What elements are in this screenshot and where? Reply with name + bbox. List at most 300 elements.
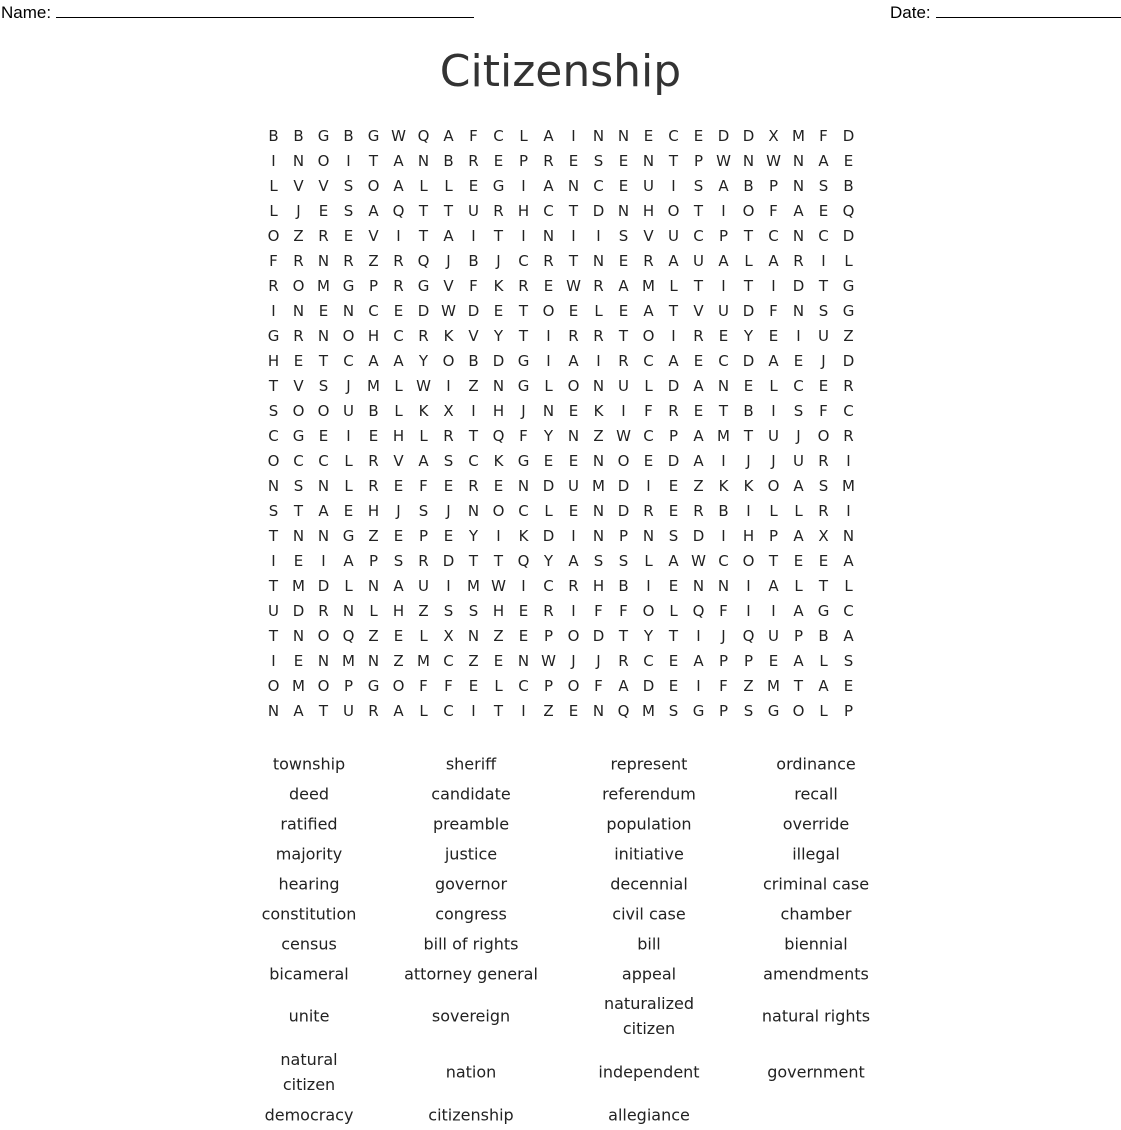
grid-letter[interactable]: G bbox=[692, 702, 705, 720]
grid-letter[interactable]: G bbox=[842, 277, 855, 295]
grid-letter[interactable]: A bbox=[793, 477, 804, 495]
grid-letter[interactable]: I bbox=[746, 502, 751, 520]
grid-letter[interactable]: W bbox=[416, 377, 431, 395]
grid-letter[interactable]: S bbox=[593, 552, 604, 570]
grid-letter[interactable]: H bbox=[367, 502, 380, 520]
grid-letter[interactable]: I bbox=[546, 352, 551, 370]
grid-letter[interactable]: A bbox=[668, 352, 679, 370]
grid-letter[interactable]: A bbox=[693, 427, 704, 445]
grid-letter[interactable]: D bbox=[642, 677, 655, 695]
grid-letter[interactable]: Q bbox=[417, 127, 430, 145]
grid-letter[interactable]: C bbox=[468, 452, 479, 470]
grid-letter[interactable]: T bbox=[318, 352, 329, 370]
grid-letter[interactable]: T bbox=[743, 277, 754, 295]
grid-letter[interactable]: H bbox=[392, 427, 405, 445]
grid-letter[interactable]: O bbox=[492, 502, 505, 520]
grid-letter[interactable]: S bbox=[618, 552, 629, 570]
grid-letter[interactable]: C bbox=[843, 602, 854, 620]
grid-letter[interactable]: N bbox=[292, 527, 305, 545]
grid-letter[interactable]: R bbox=[468, 152, 479, 170]
grid-letter[interactable]: L bbox=[644, 377, 653, 395]
grid-letter[interactable]: E bbox=[318, 202, 329, 220]
grid-letter[interactable]: C bbox=[543, 202, 554, 220]
grid-letter[interactable]: I bbox=[771, 277, 776, 295]
grid-letter[interactable]: T bbox=[568, 252, 579, 270]
grid-letter[interactable]: J bbox=[746, 452, 751, 470]
grid-letter[interactable]: G bbox=[342, 277, 355, 295]
grid-letter[interactable]: A bbox=[393, 152, 404, 170]
grid-letter[interactable]: I bbox=[596, 227, 601, 245]
grid-letter[interactable]: U bbox=[643, 177, 654, 195]
grid-letter[interactable]: S bbox=[843, 652, 854, 670]
grid-letter[interactable]: C bbox=[318, 452, 329, 470]
grid-letter[interactable]: S bbox=[743, 702, 754, 720]
grid-letter[interactable]: O bbox=[642, 327, 655, 345]
grid-letter[interactable]: D bbox=[592, 627, 605, 645]
grid-letter[interactable]: E bbox=[793, 552, 804, 570]
grid-letter[interactable]: I bbox=[571, 527, 576, 545]
grid-letter[interactable]: R bbox=[268, 277, 279, 295]
grid-letter[interactable]: J bbox=[346, 377, 351, 395]
grid-letter[interactable]: X bbox=[443, 627, 454, 645]
grid-letter[interactable]: A bbox=[368, 202, 379, 220]
grid-letter[interactable]: P bbox=[693, 152, 704, 170]
grid-letter[interactable]: E bbox=[518, 602, 529, 620]
grid-letter[interactable]: P bbox=[843, 702, 854, 720]
grid-letter[interactable]: N bbox=[542, 227, 555, 245]
grid-letter[interactable]: A bbox=[768, 577, 779, 595]
grid-letter[interactable]: M bbox=[792, 127, 805, 145]
grid-letter[interactable]: L bbox=[769, 377, 778, 395]
grid-letter[interactable]: B bbox=[468, 352, 479, 370]
grid-letter[interactable]: S bbox=[393, 552, 404, 570]
grid-letter[interactable]: R bbox=[568, 327, 579, 345]
grid-letter[interactable]: U bbox=[568, 477, 579, 495]
grid-letter[interactable]: E bbox=[493, 152, 504, 170]
grid-letter[interactable]: L bbox=[444, 177, 453, 195]
grid-letter[interactable]: N bbox=[792, 152, 805, 170]
grid-letter[interactable]: O bbox=[317, 152, 330, 170]
grid-letter[interactable]: E bbox=[618, 252, 629, 270]
grid-letter[interactable]: Q bbox=[742, 627, 755, 645]
grid-letter[interactable]: I bbox=[521, 227, 526, 245]
grid-letter[interactable]: J bbox=[596, 652, 601, 670]
grid-letter[interactable]: E bbox=[293, 652, 304, 670]
grid-letter[interactable]: A bbox=[293, 702, 304, 720]
grid-letter[interactable]: R bbox=[543, 152, 554, 170]
grid-letter[interactable]: L bbox=[819, 702, 828, 720]
grid-letter[interactable]: B bbox=[368, 402, 379, 420]
grid-letter[interactable]: F bbox=[769, 202, 778, 220]
grid-letter[interactable]: O bbox=[567, 377, 580, 395]
grid-letter[interactable]: T bbox=[693, 277, 704, 295]
grid-letter[interactable]: W bbox=[766, 152, 781, 170]
grid-letter[interactable]: R bbox=[618, 352, 629, 370]
grid-letter[interactable]: Q bbox=[392, 202, 405, 220]
grid-letter[interactable]: L bbox=[494, 677, 503, 695]
grid-letter[interactable]: K bbox=[743, 477, 754, 495]
grid-letter[interactable]: S bbox=[818, 302, 829, 320]
grid-letter[interactable]: P bbox=[368, 552, 379, 570]
grid-letter[interactable]: N bbox=[317, 477, 330, 495]
grid-letter[interactable]: I bbox=[521, 577, 526, 595]
grid-letter[interactable]: P bbox=[743, 652, 754, 670]
grid-letter[interactable]: R bbox=[693, 327, 704, 345]
grid-letter[interactable]: E bbox=[493, 652, 504, 670]
grid-letter[interactable]: T bbox=[743, 227, 754, 245]
grid-letter[interactable]: E bbox=[543, 277, 554, 295]
grid-letter[interactable]: M bbox=[642, 702, 655, 720]
grid-letter[interactable]: I bbox=[771, 602, 776, 620]
grid-letter[interactable]: M bbox=[317, 277, 330, 295]
grid-letter[interactable]: D bbox=[417, 302, 430, 320]
grid-letter[interactable]: I bbox=[721, 277, 726, 295]
grid-letter[interactable]: F bbox=[769, 302, 778, 320]
grid-letter[interactable]: N bbox=[492, 377, 505, 395]
grid-letter[interactable]: N bbox=[592, 527, 605, 545]
grid-letter[interactable]: Q bbox=[417, 252, 430, 270]
grid-letter[interactable]: X bbox=[818, 527, 829, 545]
grid-letter[interactable]: U bbox=[343, 702, 354, 720]
grid-letter[interactable]: V bbox=[368, 227, 379, 245]
grid-letter[interactable]: A bbox=[843, 552, 854, 570]
grid-letter[interactable]: J bbox=[296, 202, 301, 220]
grid-letter[interactable]: Q bbox=[692, 602, 705, 620]
grid-letter[interactable]: I bbox=[596, 352, 601, 370]
grid-letter[interactable]: C bbox=[518, 502, 529, 520]
grid-letter[interactable]: R bbox=[393, 252, 404, 270]
grid-letter[interactable]: I bbox=[771, 402, 776, 420]
grid-letter[interactable]: L bbox=[844, 252, 853, 270]
grid-letter[interactable]: B bbox=[343, 127, 354, 145]
grid-letter[interactable]: S bbox=[268, 502, 279, 520]
grid-letter[interactable]: E bbox=[393, 302, 404, 320]
grid-letter[interactable]: Z bbox=[743, 677, 754, 695]
grid-letter[interactable]: A bbox=[793, 527, 804, 545]
grid-letter[interactable]: S bbox=[418, 502, 429, 520]
grid-letter[interactable]: I bbox=[846, 502, 851, 520]
grid-letter[interactable]: I bbox=[671, 327, 676, 345]
grid-letter[interactable]: G bbox=[817, 602, 830, 620]
grid-letter[interactable]: P bbox=[768, 527, 779, 545]
grid-letter[interactable]: Q bbox=[492, 427, 505, 445]
grid-letter[interactable]: A bbox=[793, 202, 804, 220]
grid-letter[interactable]: D bbox=[842, 127, 855, 145]
grid-letter[interactable]: R bbox=[568, 577, 579, 595]
grid-letter[interactable]: H bbox=[742, 527, 755, 545]
grid-letter[interactable]: A bbox=[568, 552, 579, 570]
grid-letter[interactable]: I bbox=[521, 177, 526, 195]
grid-letter[interactable]: I bbox=[396, 227, 401, 245]
grid-letter[interactable]: S bbox=[693, 177, 704, 195]
grid-letter[interactable]: E bbox=[393, 627, 404, 645]
grid-letter[interactable]: A bbox=[618, 277, 629, 295]
grid-letter[interactable]: Q bbox=[842, 202, 855, 220]
grid-letter[interactable]: O bbox=[767, 477, 780, 495]
grid-letter[interactable]: S bbox=[668, 702, 679, 720]
grid-letter[interactable]: U bbox=[768, 427, 779, 445]
grid-letter[interactable]: K bbox=[493, 277, 504, 295]
grid-letter[interactable]: P bbox=[793, 627, 804, 645]
grid-letter[interactable]: H bbox=[592, 577, 605, 595]
grid-letter[interactable]: I bbox=[471, 702, 476, 720]
grid-letter[interactable]: O bbox=[742, 552, 755, 570]
grid-letter[interactable]: E bbox=[843, 152, 854, 170]
grid-letter[interactable]: H bbox=[492, 402, 505, 420]
grid-letter[interactable]: F bbox=[644, 402, 653, 420]
grid-letter[interactable]: E bbox=[318, 427, 329, 445]
grid-letter[interactable]: C bbox=[793, 377, 804, 395]
grid-letter[interactable]: K bbox=[718, 477, 729, 495]
grid-letter[interactable]: O bbox=[267, 677, 280, 695]
grid-letter[interactable]: N bbox=[717, 377, 730, 395]
grid-letter[interactable]: G bbox=[292, 427, 305, 445]
grid-letter[interactable]: N bbox=[317, 252, 330, 270]
grid-letter[interactable]: Z bbox=[543, 702, 554, 720]
grid-letter[interactable]: L bbox=[394, 377, 403, 395]
grid-letter[interactable]: W bbox=[566, 277, 581, 295]
grid-letter[interactable]: I bbox=[721, 452, 726, 470]
grid-letter[interactable]: L bbox=[419, 627, 428, 645]
grid-letter[interactable]: E bbox=[818, 552, 829, 570]
grid-letter[interactable]: E bbox=[493, 302, 504, 320]
grid-letter[interactable]: E bbox=[443, 477, 454, 495]
grid-letter[interactable]: E bbox=[318, 302, 329, 320]
grid-letter[interactable]: E bbox=[843, 677, 854, 695]
grid-letter[interactable]: U bbox=[693, 252, 704, 270]
grid-letter[interactable]: T bbox=[768, 552, 779, 570]
grid-letter[interactable]: I bbox=[571, 227, 576, 245]
grid-letter[interactable]: J bbox=[496, 252, 501, 270]
grid-letter[interactable]: I bbox=[496, 527, 501, 545]
grid-letter[interactable]: E bbox=[393, 527, 404, 545]
grid-letter[interactable]: T bbox=[268, 577, 279, 595]
grid-letter[interactable]: B bbox=[743, 177, 754, 195]
grid-letter[interactable]: T bbox=[318, 702, 329, 720]
grid-letter[interactable]: E bbox=[568, 402, 579, 420]
grid-letter[interactable]: I bbox=[446, 377, 451, 395]
grid-letter[interactable]: G bbox=[517, 352, 530, 370]
grid-letter[interactable]: Z bbox=[293, 227, 304, 245]
grid-letter[interactable]: M bbox=[592, 477, 605, 495]
grid-letter[interactable]: R bbox=[543, 252, 554, 270]
grid-letter[interactable]: F bbox=[469, 127, 478, 145]
grid-letter[interactable]: J bbox=[396, 502, 401, 520]
grid-letter[interactable]: I bbox=[271, 552, 276, 570]
grid-letter[interactable]: Y bbox=[493, 327, 504, 345]
grid-letter[interactable]: A bbox=[618, 677, 629, 695]
grid-letter[interactable]: P bbox=[368, 277, 379, 295]
grid-letter[interactable]: S bbox=[443, 602, 454, 620]
grid-letter[interactable]: L bbox=[744, 252, 753, 270]
grid-letter[interactable]: E bbox=[693, 402, 704, 420]
grid-letter[interactable]: D bbox=[467, 302, 480, 320]
grid-letter[interactable]: F bbox=[819, 402, 828, 420]
grid-letter[interactable]: U bbox=[718, 302, 729, 320]
grid-letter[interactable]: A bbox=[393, 702, 404, 720]
grid-letter[interactable]: S bbox=[618, 227, 629, 245]
grid-letter[interactable]: E bbox=[643, 127, 654, 145]
grid-letter[interactable]: Z bbox=[593, 427, 604, 445]
grid-letter[interactable]: T bbox=[268, 627, 279, 645]
grid-letter[interactable]: N bbox=[567, 177, 580, 195]
grid-letter[interactable]: Y bbox=[743, 327, 754, 345]
grid-letter[interactable]: T bbox=[668, 302, 679, 320]
grid-letter[interactable]: N bbox=[842, 527, 855, 545]
grid-letter[interactable]: G bbox=[367, 127, 380, 145]
grid-letter[interactable]: B bbox=[443, 152, 454, 170]
grid-letter[interactable]: E bbox=[718, 327, 729, 345]
grid-letter[interactable]: I bbox=[471, 402, 476, 420]
grid-letter[interactable]: E bbox=[643, 452, 654, 470]
grid-letter[interactable]: R bbox=[618, 652, 629, 670]
grid-letter[interactable]: R bbox=[693, 502, 704, 520]
grid-letter[interactable]: E bbox=[568, 452, 579, 470]
grid-letter[interactable]: C bbox=[493, 127, 504, 145]
grid-letter[interactable]: S bbox=[318, 377, 329, 395]
grid-letter[interactable]: H bbox=[267, 352, 280, 370]
grid-letter[interactable]: C bbox=[518, 252, 529, 270]
grid-letter[interactable]: P bbox=[668, 427, 679, 445]
grid-letter[interactable]: L bbox=[344, 452, 353, 470]
grid-letter[interactable]: R bbox=[293, 327, 304, 345]
grid-letter[interactable]: I bbox=[571, 602, 576, 620]
grid-letter[interactable]: O bbox=[317, 627, 330, 645]
grid-letter[interactable]: L bbox=[669, 602, 678, 620]
grid-letter[interactable]: Z bbox=[468, 377, 479, 395]
grid-letter[interactable]: N bbox=[792, 227, 805, 245]
grid-letter[interactable]: C bbox=[268, 427, 279, 445]
grid-letter[interactable]: M bbox=[292, 677, 305, 695]
grid-letter[interactable]: Z bbox=[393, 652, 404, 670]
grid-letter[interactable]: F bbox=[619, 602, 628, 620]
grid-letter[interactable]: C bbox=[343, 352, 354, 370]
grid-letter[interactable]: S bbox=[343, 202, 354, 220]
grid-letter[interactable]: E bbox=[568, 302, 579, 320]
grid-letter[interactable]: R bbox=[643, 502, 654, 520]
grid-letter[interactable]: A bbox=[443, 227, 454, 245]
grid-letter[interactable]: V bbox=[468, 327, 479, 345]
grid-letter[interactable]: F bbox=[594, 602, 603, 620]
grid-letter[interactable]: Q bbox=[617, 702, 630, 720]
grid-letter[interactable]: T bbox=[468, 427, 479, 445]
grid-letter[interactable]: J bbox=[571, 652, 576, 670]
grid-letter[interactable]: I bbox=[271, 652, 276, 670]
grid-letter[interactable]: P bbox=[768, 177, 779, 195]
grid-letter[interactable]: O bbox=[742, 202, 755, 220]
grid-letter[interactable]: O bbox=[292, 277, 305, 295]
grid-letter[interactable]: T bbox=[618, 327, 629, 345]
grid-letter[interactable]: R bbox=[593, 327, 604, 345]
grid-letter[interactable]: J bbox=[771, 452, 776, 470]
grid-letter[interactable]: I bbox=[446, 577, 451, 595]
grid-letter[interactable]: C bbox=[443, 652, 454, 670]
grid-letter[interactable]: T bbox=[793, 677, 804, 695]
grid-letter[interactable]: H bbox=[367, 327, 380, 345]
grid-letter[interactable]: S bbox=[593, 152, 604, 170]
grid-letter[interactable]: R bbox=[368, 702, 379, 720]
grid-letter[interactable]: A bbox=[418, 452, 429, 470]
grid-letter[interactable]: E bbox=[618, 177, 629, 195]
grid-letter[interactable]: E bbox=[368, 427, 379, 445]
grid-letter[interactable]: T bbox=[568, 202, 579, 220]
grid-letter[interactable]: R bbox=[318, 602, 329, 620]
grid-letter[interactable]: J bbox=[721, 627, 726, 645]
grid-letter[interactable]: N bbox=[342, 302, 355, 320]
grid-letter[interactable]: R bbox=[293, 252, 304, 270]
grid-letter[interactable]: D bbox=[842, 227, 855, 245]
grid-letter[interactable]: N bbox=[717, 577, 730, 595]
grid-letter[interactable]: P bbox=[718, 227, 729, 245]
grid-letter[interactable]: P bbox=[343, 677, 354, 695]
grid-letter[interactable]: S bbox=[668, 527, 679, 545]
grid-letter[interactable]: R bbox=[318, 227, 329, 245]
grid-letter[interactable]: A bbox=[668, 252, 679, 270]
grid-letter[interactable]: I bbox=[571, 127, 576, 145]
grid-letter[interactable]: J bbox=[796, 427, 801, 445]
grid-letter[interactable]: E bbox=[293, 352, 304, 370]
grid-letter[interactable]: R bbox=[518, 277, 529, 295]
grid-letter[interactable]: H bbox=[392, 602, 405, 620]
grid-letter[interactable]: T bbox=[493, 552, 504, 570]
grid-letter[interactable]: I bbox=[746, 577, 751, 595]
grid-letter[interactable]: Y bbox=[468, 527, 479, 545]
grid-letter[interactable]: U bbox=[768, 627, 779, 645]
grid-letter[interactable]: T bbox=[443, 202, 454, 220]
grid-letter[interactable]: F bbox=[269, 252, 278, 270]
grid-letter[interactable]: P bbox=[718, 702, 729, 720]
grid-letter[interactable]: N bbox=[292, 627, 305, 645]
grid-letter[interactable]: C bbox=[293, 452, 304, 470]
grid-letter[interactable]: N bbox=[567, 427, 580, 445]
grid-letter[interactable]: C bbox=[643, 352, 654, 370]
grid-letter[interactable]: C bbox=[668, 127, 679, 145]
grid-letter[interactable]: W bbox=[391, 127, 406, 145]
grid-letter[interactable]: D bbox=[667, 452, 680, 470]
grid-letter[interactable]: F bbox=[519, 427, 528, 445]
grid-letter[interactable]: B bbox=[818, 627, 829, 645]
grid-letter[interactable]: G bbox=[417, 277, 430, 295]
grid-letter[interactable]: E bbox=[293, 552, 304, 570]
grid-letter[interactable]: S bbox=[818, 477, 829, 495]
grid-letter[interactable]: F bbox=[719, 677, 728, 695]
grid-letter[interactable]: O bbox=[567, 677, 580, 695]
grid-letter[interactable]: D bbox=[842, 352, 855, 370]
grid-letter[interactable]: T bbox=[268, 377, 279, 395]
grid-letter[interactable]: L bbox=[844, 577, 853, 595]
grid-letter[interactable]: D bbox=[292, 602, 305, 620]
grid-letter[interactable]: U bbox=[418, 577, 429, 595]
grid-letter[interactable]: O bbox=[317, 677, 330, 695]
grid-letter[interactable]: W bbox=[616, 427, 631, 445]
grid-letter[interactable]: Q bbox=[342, 627, 355, 645]
grid-letter[interactable]: F bbox=[719, 602, 728, 620]
grid-letter[interactable]: C bbox=[368, 302, 379, 320]
grid-letter[interactable]: G bbox=[842, 302, 855, 320]
grid-letter[interactable]: C bbox=[643, 652, 654, 670]
grid-letter[interactable]: O bbox=[292, 402, 305, 420]
grid-letter[interactable]: T bbox=[493, 702, 504, 720]
grid-letter[interactable]: E bbox=[768, 652, 779, 670]
grid-letter[interactable]: G bbox=[767, 702, 780, 720]
grid-letter[interactable]: E bbox=[568, 702, 579, 720]
grid-letter[interactable]: O bbox=[442, 352, 455, 370]
grid-letter[interactable]: Y bbox=[643, 627, 654, 645]
grid-letter[interactable]: C bbox=[768, 227, 779, 245]
grid-letter[interactable]: R bbox=[593, 277, 604, 295]
grid-letter[interactable]: O bbox=[267, 452, 280, 470]
grid-letter[interactable]: R bbox=[418, 552, 429, 570]
